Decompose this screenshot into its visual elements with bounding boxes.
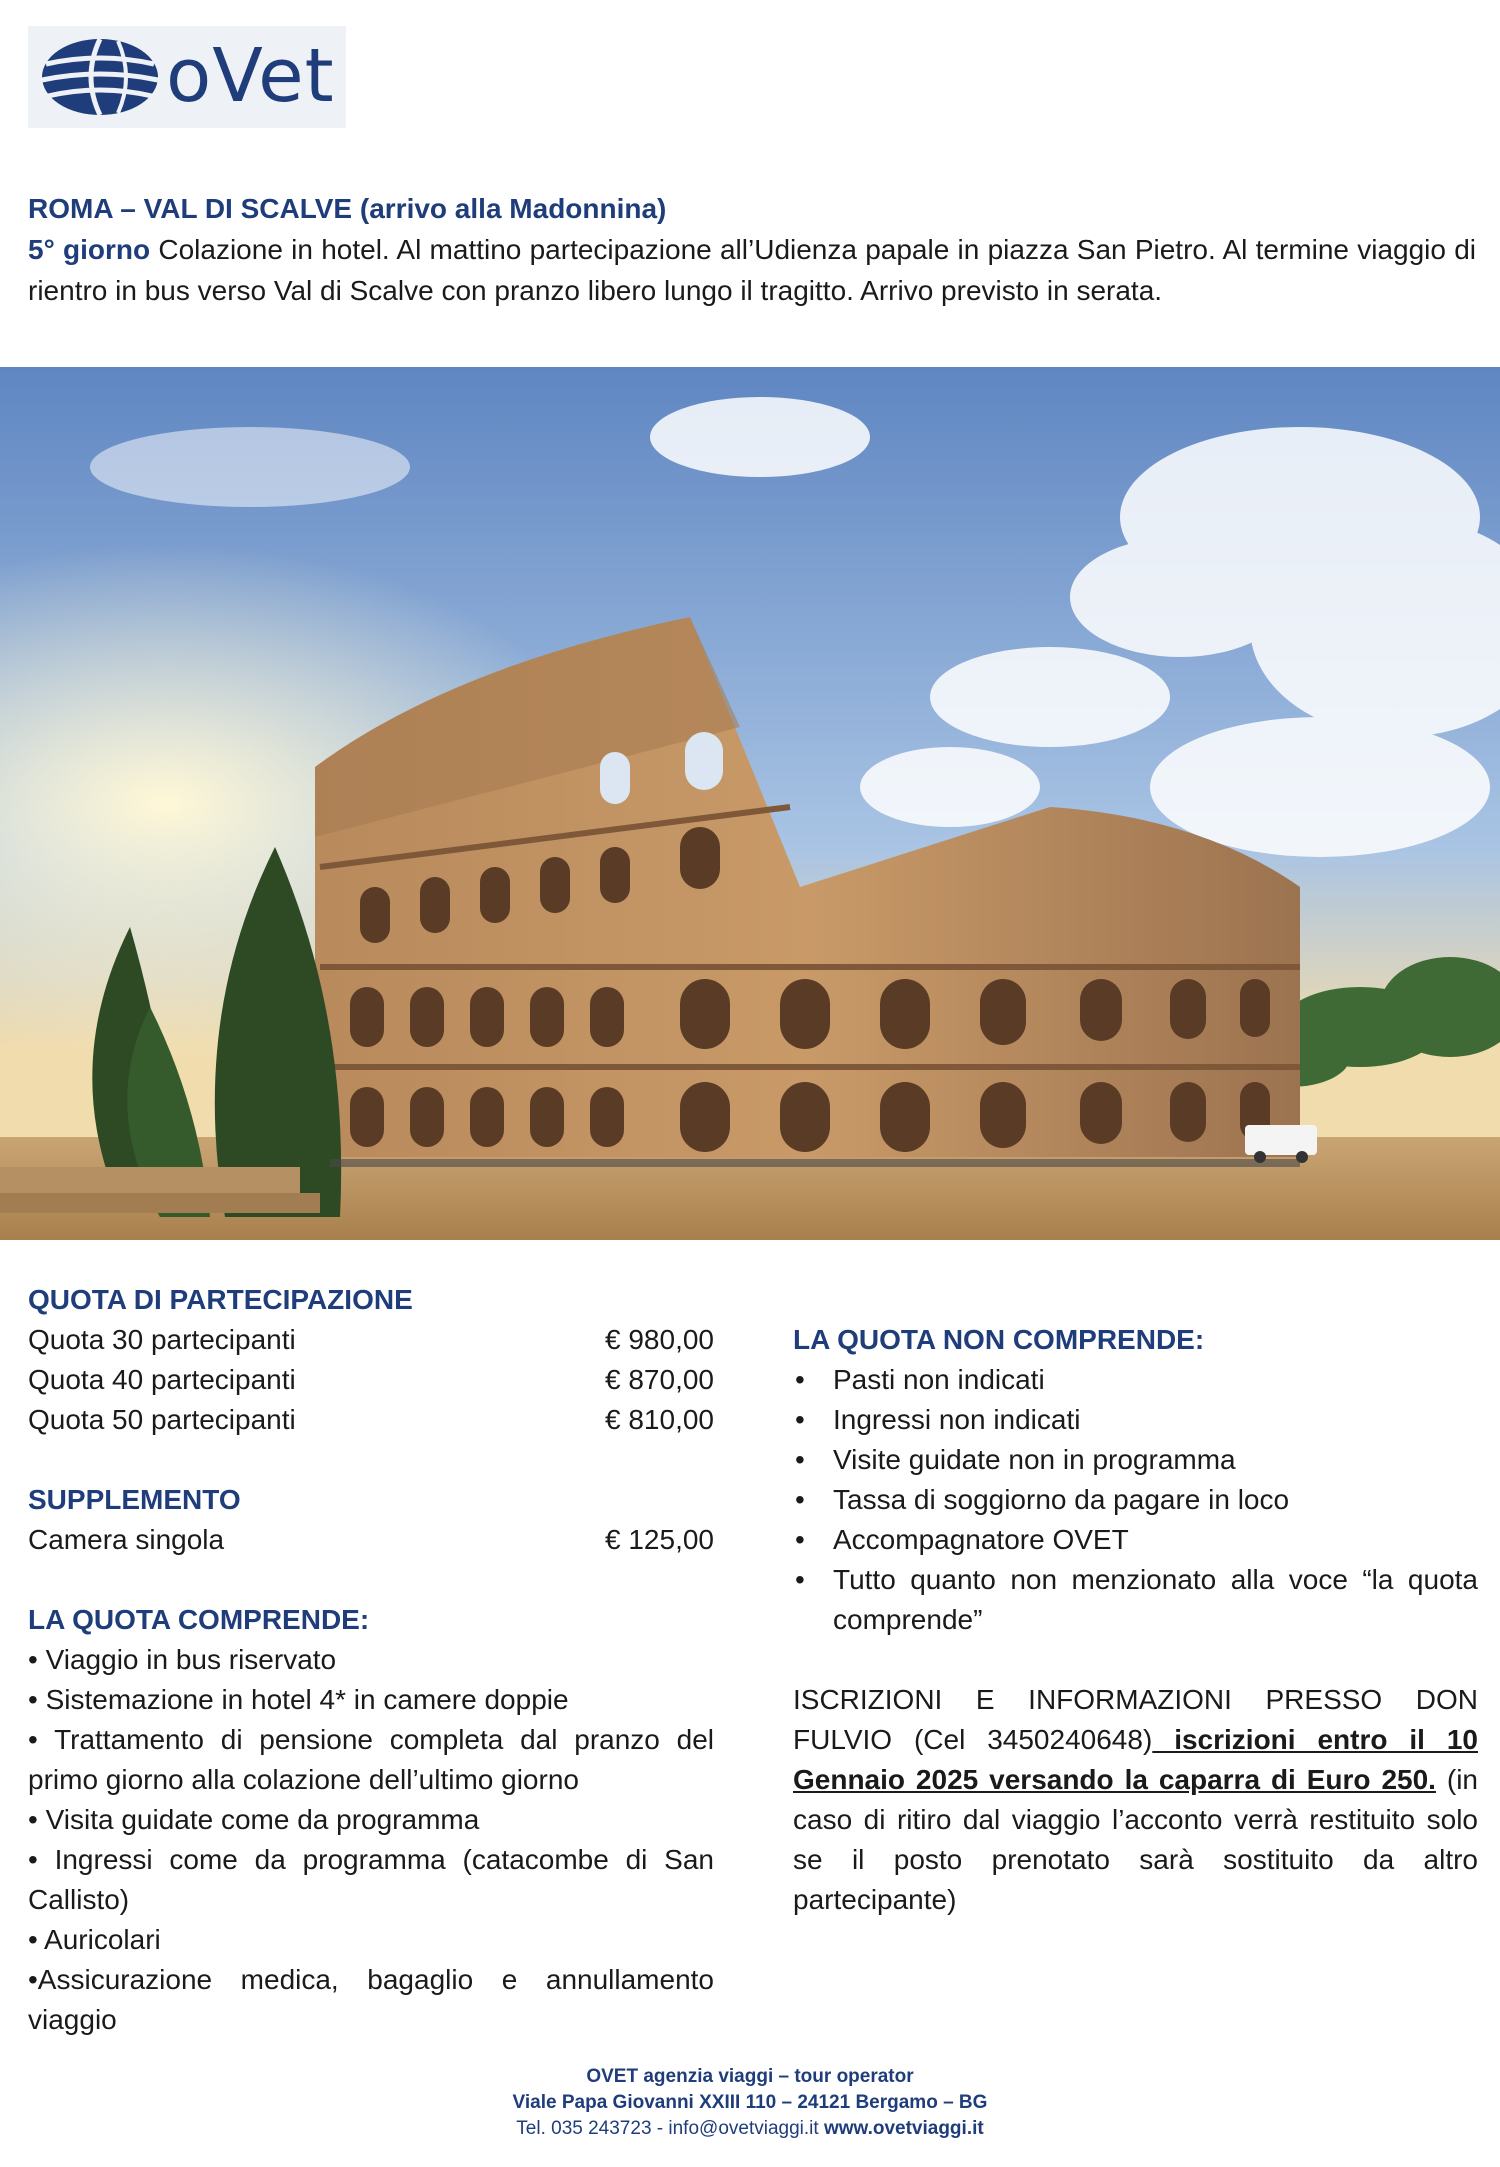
intro-section xyxy=(28,188,1476,311)
ovet-logo xyxy=(28,26,346,128)
iscrizioni-deadline: iscrizioni entro il 10 Gennaio 2025 versando la caparra di Euro 250. xyxy=(793,1724,1479,1795)
price-label: Quota 40 partecipanti xyxy=(28,1364,296,1395)
footer xyxy=(0,2064,1500,2142)
logo-wordmark: oVet xyxy=(166,33,335,119)
comprende-title: LA QUOTA COMPRENDE: xyxy=(28,1604,370,1635)
iscrizioni-note: (in caso di ritiro dal viaggio l’acconto verrà restituito solo se il posto prenotato sarà sostituito da altro partecipante) xyxy=(793,1764,1478,1915)
list-item: • Visite guidate non in programma xyxy=(793,1440,1478,1480)
list-item: • Sistemazione in hotel 4* in camere doppie xyxy=(28,1684,569,1715)
list-item: • Auricolari xyxy=(28,1924,161,1955)
price-row xyxy=(28,1360,714,1400)
colosseum-photo xyxy=(0,367,1500,1240)
footer-address: Viale Papa Giovanni XXIII 110 – 24121 Bergamo – BG xyxy=(512,2092,988,2113)
price-value: € 810,00 xyxy=(605,1404,714,1435)
footer-company: OVET agenzia viaggi – tour operator xyxy=(586,2066,914,2087)
non-comprende-title: LA QUOTA NON COMPRENDE: xyxy=(793,1324,1205,1355)
comprende-list xyxy=(28,1640,714,2040)
list-item: • Pasti non indicati xyxy=(793,1360,1478,1400)
supplemento-title: SUPPLEMENTO xyxy=(28,1484,241,1515)
day-label: 5° giorno xyxy=(28,234,151,265)
price-value: € 870,00 xyxy=(605,1364,714,1395)
left-column xyxy=(28,1280,714,2040)
intro-paragraph xyxy=(28,229,1476,311)
globe-logo-icon xyxy=(36,34,164,120)
price-row xyxy=(28,1320,714,1360)
price-row xyxy=(28,1400,714,1440)
list-item: • Visita guidate come da programma xyxy=(28,1804,480,1835)
footer-website-link[interactable]: www.ovetviaggi.it xyxy=(823,2118,984,2139)
list-item: • Ingressi non indicati xyxy=(793,1400,1478,1440)
list-item: • Tassa di soggiorno da pagare in loco xyxy=(793,1480,1478,1520)
footer-phone-email: Tel. 035 243723 - info@ovetviaggi.it xyxy=(516,2118,824,2139)
iscrizioni-contact: ISCRIZIONI E INFORMAZIONI PRESSO DON FULVIO (Cel 3450240648) xyxy=(793,1684,1478,1755)
day-description: Colazione in hotel. Al mattino partecipazione all’Udienza papale in piazza San Pietro. Al termine viaggio di rientro in bus verso Val di Scalve con pranzo libero lungo il tragitto. Arrivo previsto in serata. xyxy=(28,234,1477,306)
supplemento-label: Camera singola xyxy=(28,1524,225,1555)
footer-contacts xyxy=(0,2116,1500,2142)
supplemento-price: € 125,00 xyxy=(605,1524,714,1555)
list-item: • Ingressi come da programma (catacombe di San Callisto) xyxy=(28,1844,714,1915)
iscrizioni-paragraph xyxy=(793,1680,1478,1920)
list-item: • Tutto quanto non menzionato alla voce “la quota comprende” xyxy=(793,1560,1478,1640)
list-item: •Assicurazione medica, bagaglio e annullamento viaggio xyxy=(28,1964,714,2035)
list-item: • Viaggio in bus riservato xyxy=(28,1644,337,1675)
price-label: Quota 30 partecipanti xyxy=(28,1324,296,1355)
intro-title: ROMA – VAL DI SCALVE (arrivo alla Madonnina) xyxy=(28,193,667,224)
price-value: € 980,00 xyxy=(605,1324,714,1355)
list-item: • Trattamento di pensione completa dal pranzo del primo giorno alla colazione dell’ultimo giorno xyxy=(28,1724,714,1795)
non-comprende-list xyxy=(793,1360,1478,1640)
right-column xyxy=(793,1320,1478,1920)
quota-title: QUOTA DI PARTECIPAZIONE xyxy=(28,1284,413,1315)
price-label: Quota 50 partecipanti xyxy=(28,1404,296,1435)
supplemento-row xyxy=(28,1520,714,1560)
list-item: • Accompagnatore OVET xyxy=(793,1520,1478,1560)
